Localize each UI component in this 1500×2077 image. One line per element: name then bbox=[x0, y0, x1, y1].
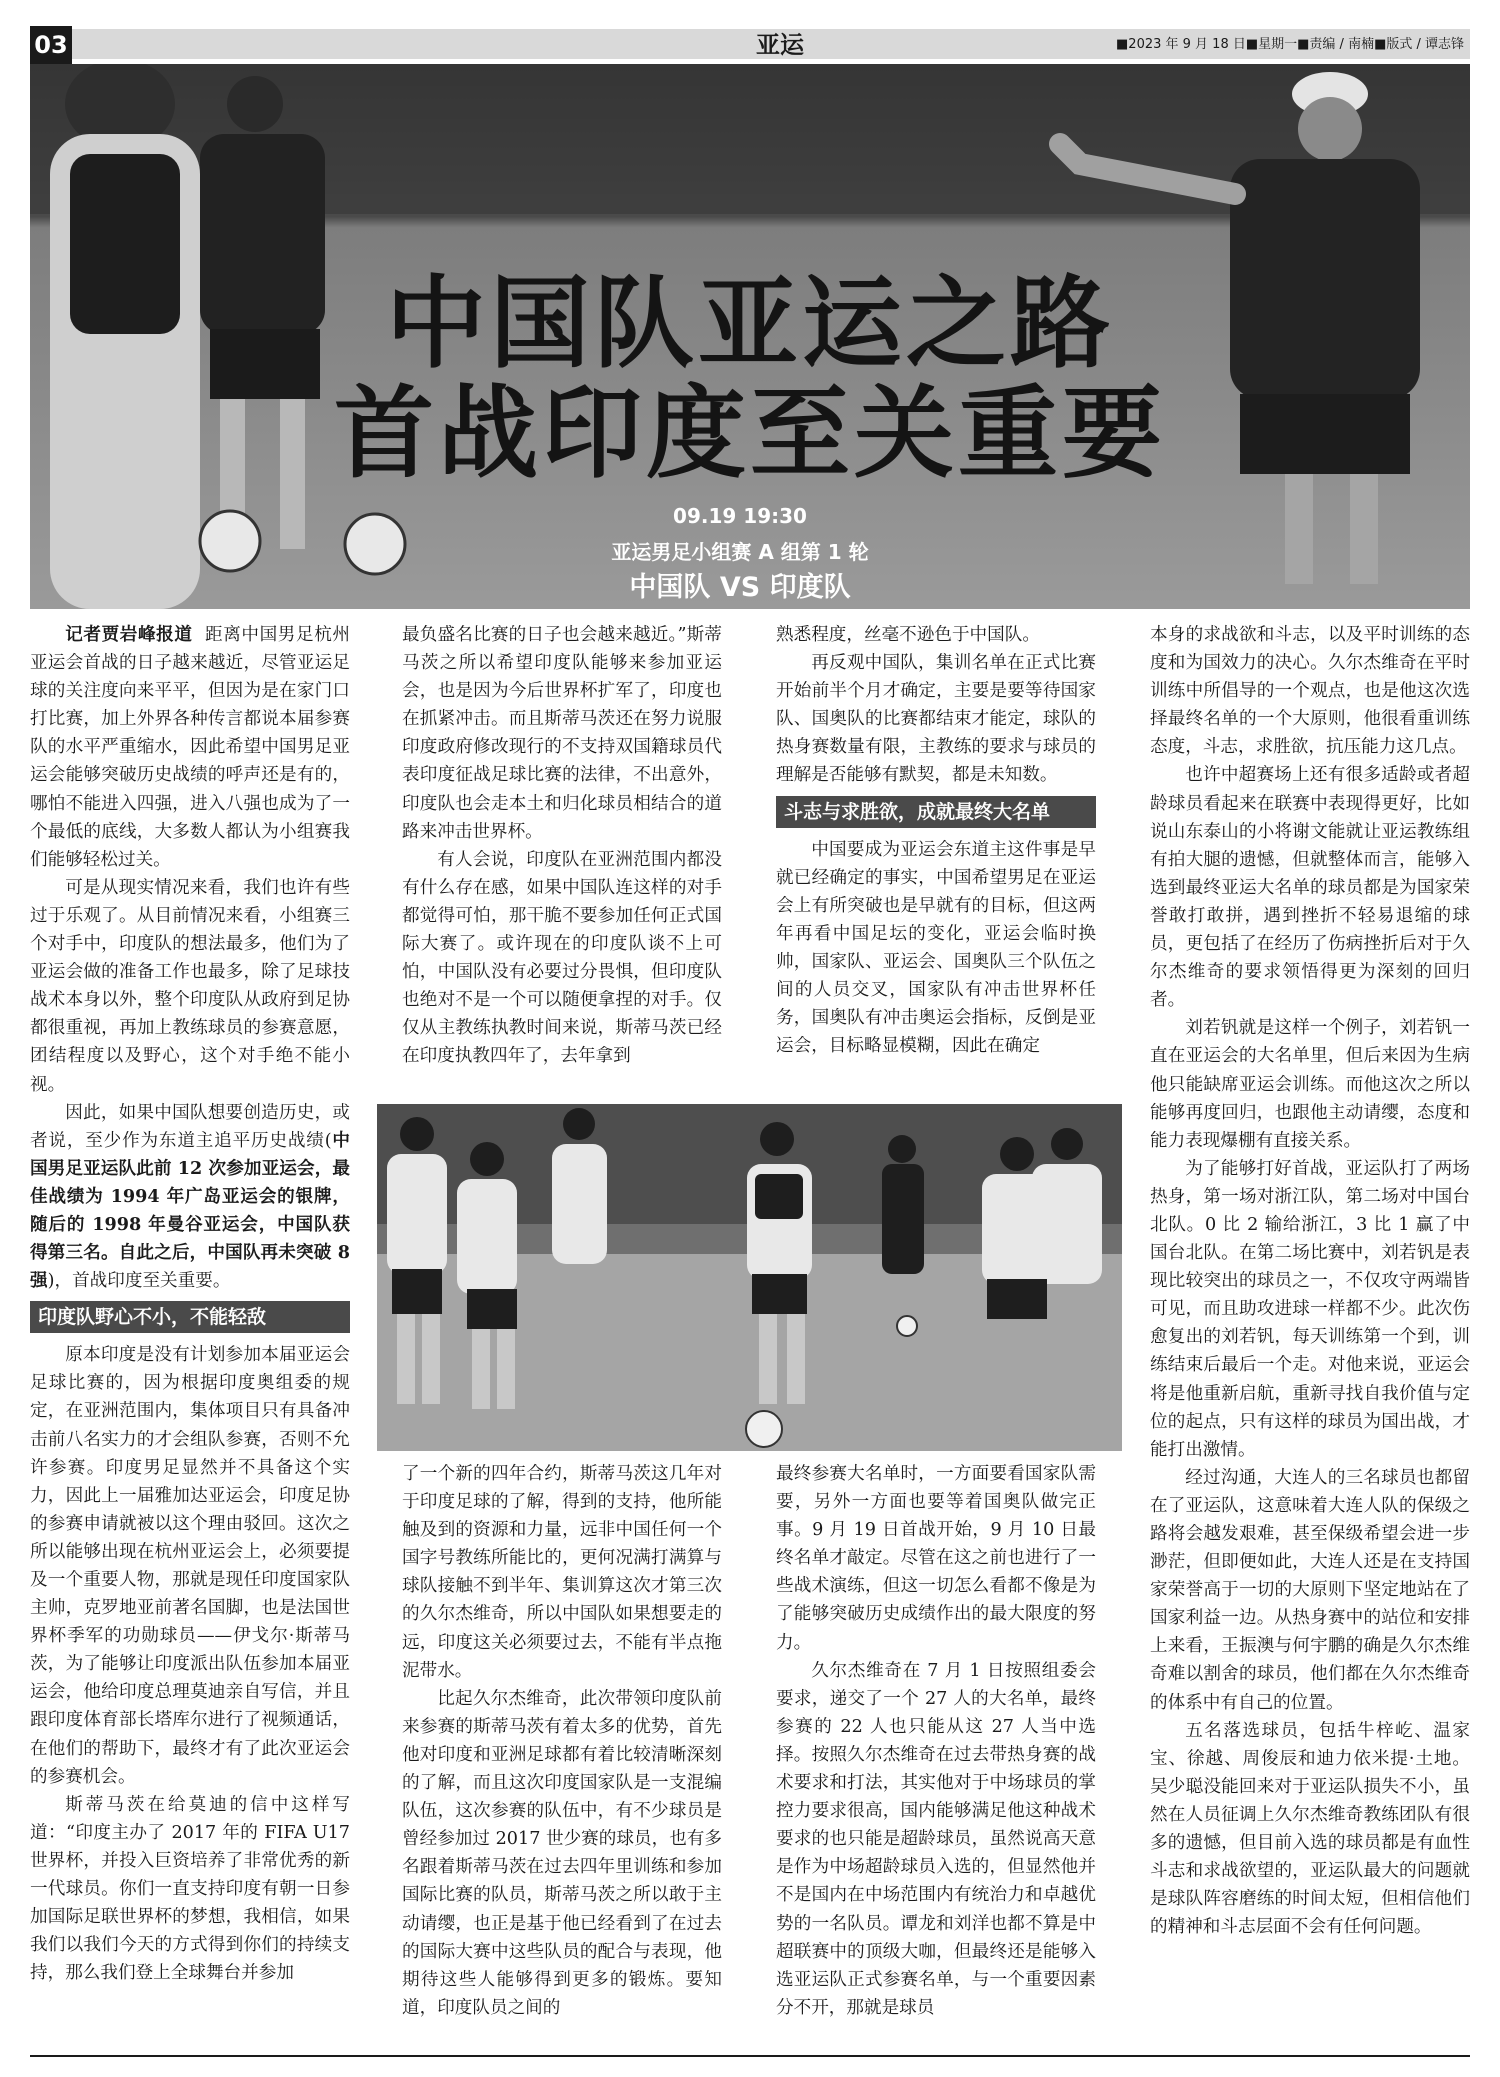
match-time: 09.19 19:30 bbox=[673, 504, 807, 528]
paragraph: 最终参赛大名单时，一方面要看国家队需要，另外一方面也要等着国奥队做完正事。9 月 19 日首战开始，9 月 10 日最终名单才敲定。尽管在这之前也进行了一些战术演练，但这一切怎么看都不像是为了能够突破历史成绩作出的最大限度的努力。 bbox=[776, 1464, 1096, 1653]
byline: 记者贾岩峰报道 bbox=[65, 624, 193, 645]
paragraph: 再反观中国队，集训名单在正式比赛开始前半个月才确定，主要是要等待国家队、国奥队的比赛都结束才能定，球队的热身赛数量有限，主教练的要求与球员的理解是否能够有默契，都是未知数。 bbox=[776, 653, 1096, 786]
paragraph: 本身的求战欲和斗志，以及平时训练的态度和为国效力的决心。久尔杰维奇在平时训练中所倡导的一个观点，也是他这次选择最终名单的一个大原则，他很看重训练态度，斗志，求胜欲，抗压能力这几点。 bbox=[1150, 625, 1470, 758]
footer-rule bbox=[30, 2055, 1470, 2057]
page-number: 03 bbox=[30, 26, 72, 64]
headline-line1: 中国队亚运之路 bbox=[386, 265, 1114, 382]
paragraph: 经过沟通，大连人的三名球员也都留在了亚运队，这意味着大连人队的保级之路将会越发艰难，甚至保级希望会进一步渺茫，但即便如此，大连人还是在支持国家荣誉高于一切的大原则下坚定地站在了国家利益一边。从热身赛中的站位和安排上来看，王振澳与何宇鹏的确是久尔杰维奇难以割舍的球员，他们都在久尔杰维奇的体系中有自己的位置。 bbox=[1150, 1467, 1470, 1713]
paragraph: 距离中国男足杭州亚运会首战的日子越来越近，尽管亚运足球的关注度向来平平，但因为是在家门口打比赛，加上外界各种传言都说本届参赛队的水平严重缩水，因此希望中国男足亚运会能够突破历史战绩的呼声还是有的，哪怕不能进入四强，进入八强也成为了一个最低的底线，大多数人都认为小组赛我们能够轻松过关。 bbox=[30, 625, 350, 870]
article-column-4 bbox=[1150, 621, 1470, 1941]
dateline: ■2023 年 9 月 18 日■星期一■责编 / 南楠■版式 / 谭志锋 bbox=[1116, 37, 1464, 52]
article-column-2-bottom bbox=[402, 1460, 722, 2022]
paragraph: 为了能够打好首战，亚运队打了两场热身，第一场对浙江队，第二场对中国台北队。0 比 2 输给浙江，3 比 1 赢了中国台北队。在第二场比赛中，刘若钒是表现比较突出的球员之一，不仅攻守两端皆可见，而且助攻进球一样都不少。此次伤愈复出的刘若钒，每天训练第一个到，训练结束后最后一个走。对他来说，亚运会将是他重新启航，重新寻找自我价值与定位的起点，只有这样的球员为国出战，才能打出激情。 bbox=[1150, 1158, 1470, 1460]
training-photo bbox=[377, 1104, 1122, 1451]
subheading: 印度队野心不小，不能轻敌 bbox=[30, 1301, 350, 1333]
paragraph: 刘若钒就是这样一个例子，刘若钒一直在亚运会的大名单里，但后来因为生病他只能缺席亚运会训练。而他这次之所以能够再度回归，也跟他主动请缨，态度和能力表现爆棚有直接关系。 bbox=[1150, 1018, 1470, 1151]
paragraph: 也许中超赛场上还有很多适龄或者超龄球员看起来在联赛中表现得更好，比如说山东泰山的小将谢文能就让亚运教练组有拍大腿的遗憾，但就整体而言，能够入选到最终亚运大名单的球员都是为国家荣誉敢打敢拼，遇到挫折不轻易退缩的球员，更包括了在经历了伤病挫折后对于久尔杰维奇的要求领悟得更为深刻的回归者。 bbox=[1150, 765, 1470, 1011]
paragraph: 久尔杰维奇在 7 月 1 日按照组委会要求，递交了一个 27 人的大名单，最终参赛的 22 人也只能从这 27 人当中选择。按照久尔杰维奇在过去带热身赛的战术要求和打法，其实他对于中场球员的掌控力要求很高，国内能够满足他这种战术要求的也只能是超龄球员，虽然说高天意是作为中场超龄球员入选的，但显然他并不是国内在中场范围内有统治力和卓越优势的一名队员。谭龙和刘洋也都不算是中超联赛中的顶级大咖，但最终还是能够入选亚运队正式参赛名单，与一个重要因素分不开，那就是球员 bbox=[776, 1660, 1096, 2018]
article-column-1 bbox=[30, 621, 350, 1987]
paragraph: 因此，如果中国队想要创造历史，或者说，至少作为东道主追平历史战绩( bbox=[30, 1102, 350, 1151]
paragraph: 最负盛名比赛的日子也会越来越近。”斯蒂马茨之所以希望印度队能够来参加亚运会，也是因为今后世界杯扩军了，印度也在抓紧冲击。而且斯蒂马茨还在努力说服印度政府修改现行的不支持双国籍球员代表印度征战足球比赛的法律，不出意外，印度队也会走本土和归化球员相结合的道路来冲击世界杯。 bbox=[402, 625, 722, 842]
bold-note: 中国男足亚运队此前 12 次参加亚运会，最佳战绩为 1994 年广岛亚运会的银牌，随后的 1998 年曼谷亚运会，中国队获得第三名。自此之后，中国队再未突破 8 强 bbox=[30, 1129, 350, 1292]
training-photo-illustration bbox=[377, 1104, 1122, 1451]
paragraph: 斯蒂马茨在给莫迪的信中这样写道：“印度主办了 2017 年的 FIFA U17 世界杯，并投入巨资培养了非常优秀的新一代球员。你们一直支持印度有朝一日参加国际足联世界杯的梦想，我相信，如果我们以我们今天的方式得到你们的持续支持，那么我们登上全球舞台并参加 bbox=[30, 1794, 350, 1984]
match-teams: 中国队 VS 印度队 bbox=[629, 572, 851, 603]
paragraph: )，首战印度至关重要。 bbox=[47, 1271, 231, 1292]
paragraph: 原本印度是没有计划参加本届亚运会足球比赛的，因为根据印度奥组委的规定，在亚洲范围内，集体项目只有具备冲击前八名实力的才会组队参赛，否则不允许参赛。印度男足显然并不具备这个实力，因此上一届雅加达亚运会，印度足协的参赛申请就被以这个理由驳回。这次之所以能够出现在杭州亚运会上，必须要提及一个重要人物，那就是现任印度国家队主帅，克罗地亚前著名国脚，也是法国世界杯季军的功勋球员——伊戈尔·斯蒂马茨，为了能够让印度派出队伍参加本届亚运会，他给印度总理莫迪亲自写信，并且跟印度体育部长塔库尔进行了视频通话，在他们的帮助下，最终才有了此次亚运会的参赛机会。 bbox=[30, 1345, 350, 1787]
article-column-3-top bbox=[776, 621, 1096, 1060]
page-header bbox=[30, 26, 1470, 64]
paragraph: 五名落选球员，包括牛梓屹、温家宝、徐越、周俊辰和迪力依米提·土地。吴少聪没能回来对于亚运队损失不小，虽然在人员征调上久尔杰维奇教练团队有很多的遗憾，但目前入选的球员都是有血性斗志和求战欲望的，亚运队最大的问题就是球队阵容磨练的时间太短，但相信他们的精神和斗志层面不会有任何问题。 bbox=[1150, 1720, 1470, 1938]
section-name: 亚运 bbox=[756, 31, 804, 59]
paragraph: 有人会说，印度队在亚洲范围内都没有什么存在感，如果中国队连这样的对手都觉得可怕，那干脆不要参加任何正式国际大赛了。或许现在的印度队谈不上可怕，中国队没有必要过分畏惧，但印度队也绝对不是一个可以随便拿捏的对手。仅仅从主教练执教时间来说，斯蒂马茨已经在印度执教四年了，去年拿到 bbox=[402, 849, 722, 1067]
article-column-3-bottom bbox=[776, 1460, 1096, 2022]
hero-photo bbox=[30, 64, 1470, 609]
paragraph: 熟悉程度，丝毫不逊色于中国队。 bbox=[776, 625, 1040, 645]
paragraph: 了一个新的四年合约，斯蒂马茨这几年对于印度足球的了解，得到的支持，他所能触及到的资源和力量，远非中国任何一个国字号教练所能比的，更何况满打满算与球队接触不到半年、集训算这次才第三次的久尔杰维奇，所以中国队如果想要走的远，印度这关必须要过去，不能有半点拖泥带水。 bbox=[402, 1464, 722, 1681]
paragraph: 可是从现实情况来看，我们也许有些过于乐观了。从目前情况来看，小组赛三个对手中，印度队的想法最多，他们为了亚运会做的准备工作也最多，除了足球技战术本身以外，整个印度队从政府到足协都很重视，再加上教练球员的参赛意愿，团结程度以及野心，这个对手绝不能小视。 bbox=[30, 877, 350, 1095]
article-column-2-top bbox=[402, 621, 722, 1071]
subheading: 斗志与求胜欲，成就最终大名单 bbox=[776, 796, 1096, 828]
match-round: 亚运男足小组赛 A 组第 1 轮 bbox=[611, 540, 869, 564]
paragraph: 中国要成为亚运会东道主这件事是早就已经确定的事实，中国希望男足在亚运会上有所突破也是早就有的目标，但这两年再看中国足坛的变化，亚运会临时换帅，国家队、亚运会、国奥队三个队伍之间的人员交叉，国家队有冲击世界杯任务，国奥队有冲击奥运会指标，反倒是亚运会，目标略显模糊，因此在确定 bbox=[776, 839, 1096, 1057]
paragraph: 比起久尔杰维奇，此次带领印度队前来参赛的斯蒂马茨有着太多的优势，首先他对印度和亚洲足球都有着比较清晰深刻的了解，而且这次印度国家队是一支混编队伍，这次参赛的队伍中，有不少球员是曾经参加过 2017 世少赛的球员，也有多名跟着斯蒂马茨在过去四年里训练和参加国际比赛的队员，斯蒂马茨之所以敢于主动请缨，也正是基于他已经看到了在过去的国际大赛中这些队员的配合与表现，他期待这些人能够得到更多的锻炼。要知道，印度队员之间的 bbox=[402, 1688, 722, 2018]
headline-line2: 首战印度至关重要 bbox=[334, 375, 1166, 492]
